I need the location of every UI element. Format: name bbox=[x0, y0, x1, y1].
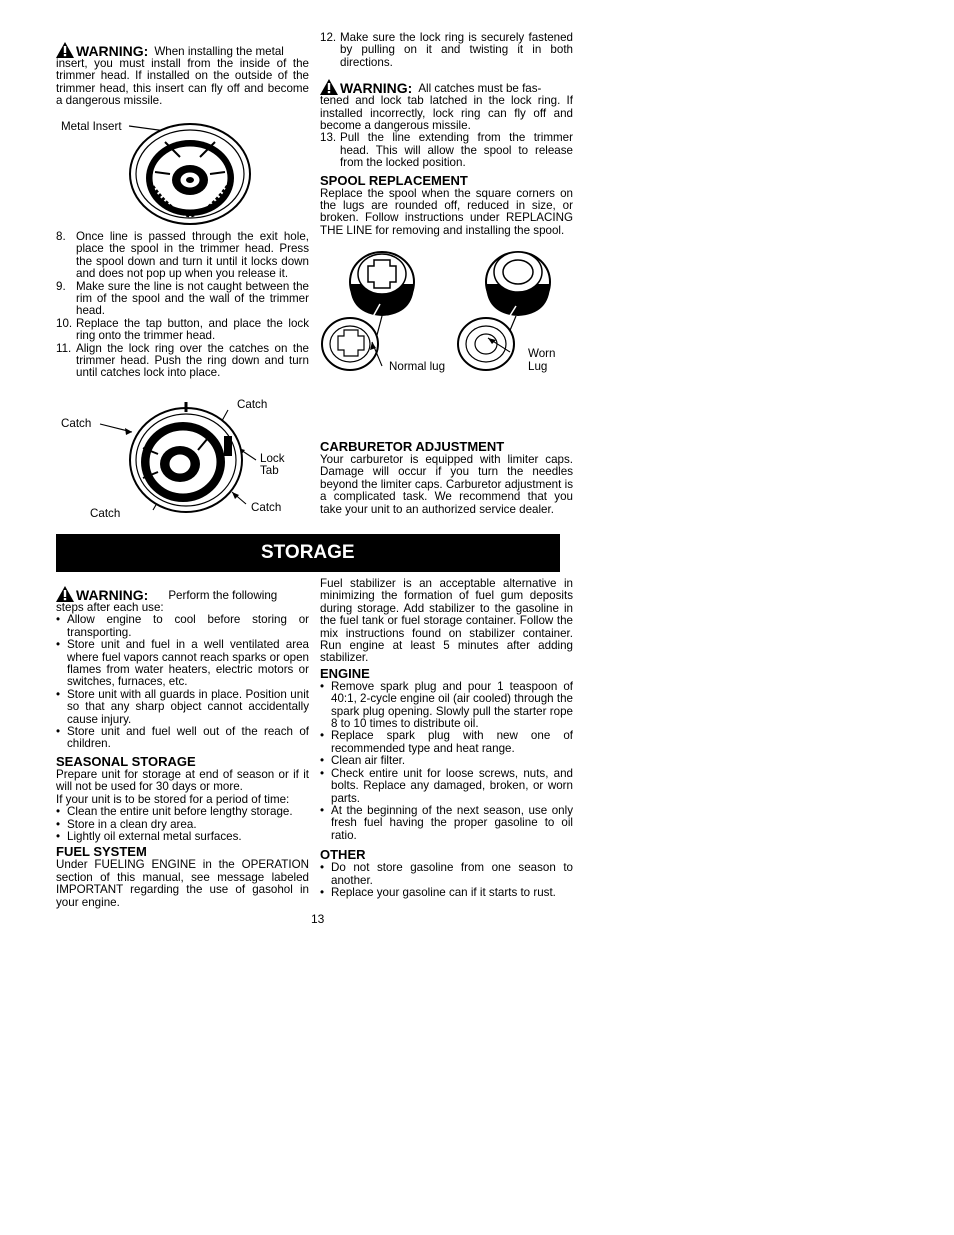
list-item: • Remove spark plug and pour 1 teaspoon of 40:1, 2-cycle engine oil (air cooled) through the spark plug opening. Slowly pull the starter rope 8 to 10 times to distribute oil. bbox=[320, 679, 573, 731]
carburetor-text: Your carburetor is equipped with limiter caps. Damage will occur if you turn the needles beyond the limiter caps. Carburetor adjustment is a complicated task. We recommend that you take your unit to an authorized service dealer. bbox=[320, 453, 573, 516]
list-item: 11. Align the lock ring over the catches on the trimmer head. Push the ring down and turn until catches lock into place. bbox=[56, 341, 309, 380]
warning-triangle-icon bbox=[56, 586, 74, 602]
storage-banner bbox=[56, 534, 560, 572]
warning-text: steps after each use: bbox=[56, 601, 164, 614]
list-item: • Allow engine to cool before storing or transporting. bbox=[56, 613, 309, 639]
list-item: • Replace spark plug with new one of recommended type and heat range. bbox=[320, 729, 573, 755]
warning-label: WARNING: bbox=[76, 587, 149, 603]
fuel-system-text: Under FUELING ENGINE in the OPERATION section of this manual, see message labeled IMPORTANT regarding the use of gasohol in your engine. bbox=[56, 858, 309, 909]
warning-block-storage bbox=[56, 586, 309, 602]
list-item: 9. Make sure the line is not caught between the rim of the spool and the wall of the trimmer head. bbox=[56, 279, 309, 318]
list-item: • Store unit and fuel in a well ventilated area where fuel vapors cannot reach sparks or open flames from water heaters, electric motors or switches, furnaces, etc. bbox=[56, 638, 309, 689]
list-item: • Clean air filter. bbox=[320, 754, 406, 768]
storage-right-column bbox=[320, 578, 573, 899]
warning-block-insert bbox=[56, 42, 309, 108]
warning-block-catches bbox=[320, 79, 573, 95]
seasonal-storage-heading: SEASONAL STORAGE bbox=[56, 753, 196, 769]
warning-label: WARNING: bbox=[76, 43, 149, 59]
seasonal-storage-text: Prepare unit for storage at end of season or if it will not be used for 30 days or more. bbox=[56, 767, 309, 794]
list-item: 10. Replace the tap button, and place the lock ring onto the trimmer head. bbox=[56, 316, 309, 343]
storage-left-column bbox=[56, 586, 309, 909]
engine-heading: ENGINE bbox=[320, 665, 370, 681]
spool-replacement-heading: SPOOL REPLACEMENT bbox=[320, 172, 468, 188]
spool-replacement-text: Replace the spool when the square corners on the lugs are rounded off, reduced in size, or broken. Follow instructions under REPLACING THE LINE for removing and installing the spool. bbox=[320, 186, 573, 237]
list-item: 8. Once line is passed through the exit hole, place the spool in the trimmer head. Press the spool down and turn it until it locks down and does not pop up when you release it. bbox=[56, 230, 309, 281]
storage-title: STORAGE bbox=[261, 542, 355, 563]
worn-lug-label-2: Lug bbox=[528, 360, 548, 373]
list-item: 13. Pull the line extending from the trimmer head. This will allow the spool to release from the locked position. bbox=[320, 131, 573, 170]
warning-lead-text: When installing the metal bbox=[154, 44, 284, 58]
list-item: • Replace your gasoline can if it starts to rust. bbox=[320, 885, 556, 899]
catch-label-top: Catch bbox=[237, 398, 268, 411]
warning-text: tened and lock tab latched in the lock ring. If installed incorrectly, lock ring can fly off and become a dangerous missile. bbox=[320, 94, 573, 133]
fuel-stabilizer-text: Fuel stabilizer is an acceptable alternative in minimizing the formation of fuel gum deposits during storage. Add stabilizer to the gasoline in the fuel tank or fuel storage container. Follow the mix instructions found on stabilizer container. Run engine at least 5 minutes after adding stabilizer. bbox=[320, 577, 573, 665]
lock-label: Lock bbox=[260, 452, 285, 465]
carburetor-section bbox=[320, 436, 573, 516]
trimmer-head-metal-insert-figure bbox=[125, 112, 255, 227]
list-item: • At the beginning of the next season, use only fresh fuel having the proper gasoline to oil ratio. bbox=[320, 803, 573, 842]
right-column-top bbox=[320, 32, 573, 237]
list-item: • Do not store gasoline from one season to another. bbox=[320, 861, 573, 887]
list-item: • Check entire unit for loose screws, nuts, and bolts. Replace any damaged, broken, or worn parts. bbox=[320, 766, 573, 805]
warning-lead-text: All catches must be fas- bbox=[418, 81, 542, 95]
warning-text: insert, you must install from the inside of the trimmer head. If installed on the outside of the trimmer head, this insert can fly off and become a dangerous missile. bbox=[56, 57, 309, 108]
page-number: 13 bbox=[311, 912, 325, 926]
warning-label: WARNING: bbox=[340, 80, 413, 97]
list-item: • Lightly oil external metal surfaces. bbox=[56, 829, 242, 843]
warning-triangle-icon bbox=[56, 42, 74, 58]
seasonal-storage-text-2: If your unit is to be stored for a period of time: bbox=[56, 792, 290, 806]
worn-lug-label-1: Worn bbox=[528, 347, 556, 360]
lock-ring-catches-figure bbox=[98, 398, 258, 523]
list-item: • Clean the entire unit before lengthy storage. bbox=[56, 805, 293, 819]
other-heading: OTHER bbox=[320, 847, 366, 863]
warning-lead-text: Perform the following bbox=[168, 588, 278, 602]
metal-insert-label: Metal Insert bbox=[61, 120, 122, 133]
steps-8-11 bbox=[56, 231, 309, 380]
catch-label-left: Catch bbox=[61, 417, 92, 430]
tab-label: Tab bbox=[260, 464, 279, 477]
catch-label-bottom-right: Catch bbox=[251, 501, 282, 514]
catch-label-bottom-left: Catch bbox=[90, 507, 121, 520]
warning-triangle-icon bbox=[320, 79, 338, 95]
list-item: 12. Make sure the lock ring is securely fastened by pulling on it and twisting it in both directions. bbox=[320, 31, 573, 69]
fuel-system-heading: FUEL SYSTEM bbox=[56, 844, 147, 860]
list-item: • Store in a clean dry area. bbox=[56, 817, 197, 831]
list-item: • Store unit with all guards in place. Position unit so that any sharp object cannot accidentally cause injury. bbox=[56, 687, 309, 726]
carburetor-heading: CARBURETOR ADJUSTMENT bbox=[320, 439, 505, 454]
normal-lug-label: Normal lug bbox=[389, 360, 446, 373]
list-item: • Store unit and fuel well out of the reach of children. bbox=[56, 725, 309, 751]
